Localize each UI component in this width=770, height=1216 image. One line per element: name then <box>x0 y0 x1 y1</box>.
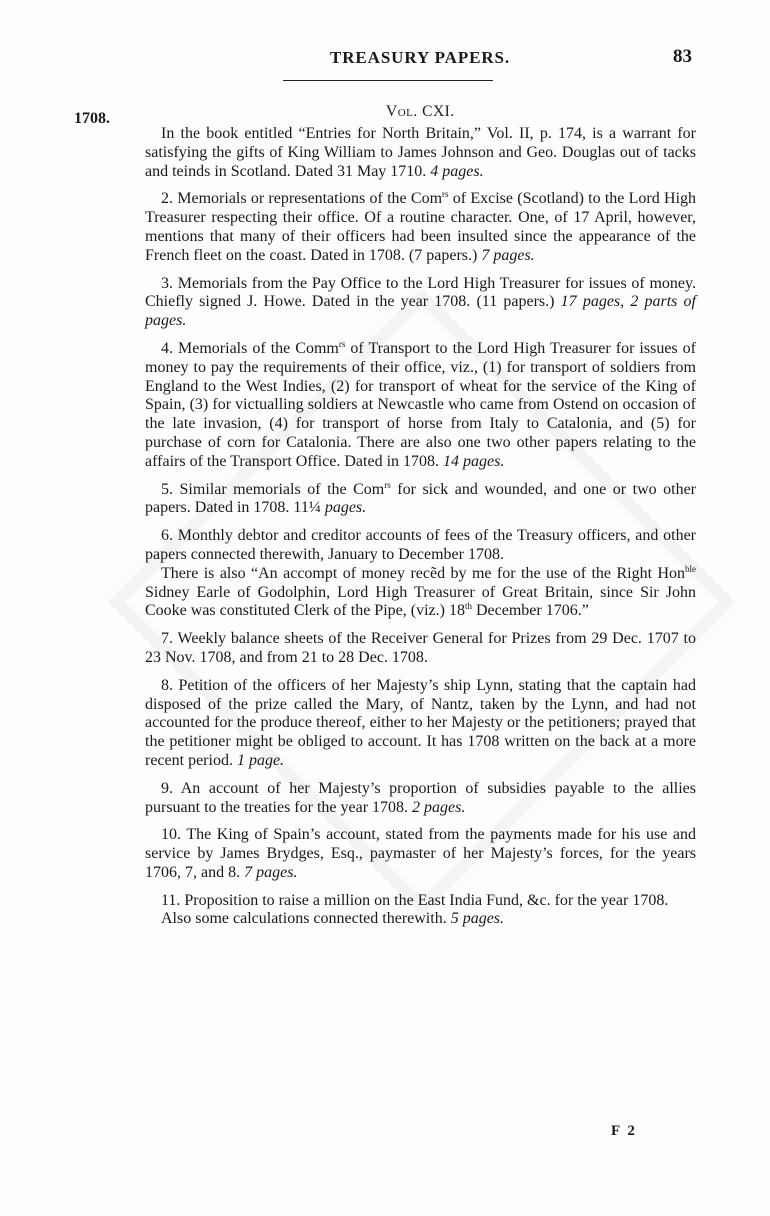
entry-number: 4. <box>161 339 173 357</box>
entry-paragraph: 6. Monthly debtor and creditor accounts of fees of the Treasury officers, and other papers connected therewith, January to December 1708. <box>145 527 696 563</box>
page-count: 7 pages. <box>481 246 535 264</box>
entry-number: 9. <box>161 779 173 797</box>
entry-number: 11. <box>161 891 181 909</box>
entry-number: 5. <box>161 480 173 498</box>
page-count: 1 page. <box>236 751 285 769</box>
entry-paragraph: 10. The King of Spain’s account, stated from the payments made for his use and service by James Brydges, Esq., paymaster of her Majesty’s forces, for the years 1706, 7, and 8. 7 pages. <box>145 826 697 881</box>
entry-paragraph: 5. Similar memorials of the Com$^{rs}$ for sick and wounded, and one or two other papers. Dated in 1708. 11¼ pages. <box>145 479 697 517</box>
running-title: TREASURY PAPERS. <box>330 48 511 67</box>
margin-year: 1708. <box>74 110 110 127</box>
entry-paragraph: 2. Memorials or representations of the Com$^{rs}$ of Excise (Scotland) to the Lord High Treasurer respecting their office. Of a routine character. One, of 17 April, however, mentions that many of their officers had been insulted since the appearance of the French fleet on the coast. Dated in 1708. (7 papers.) 7 pages. <box>145 189 697 264</box>
running-head <box>0 48 770 72</box>
signature-mark: F 2 <box>611 1123 637 1139</box>
page-count: 14 pages. <box>443 452 505 470</box>
entry-number: 3. <box>161 274 173 292</box>
entry-paragraph: There is also “An accompt of money recẽd by me for the use of the Right Hon$^{ble}$ Sidney Earle of Godolphin, Lord High Treasurer of Great Britain, since Sir John Cooke was constituted Clerk of the Pipe, (viz.) 18th December 1706.” <box>145 563 696 620</box>
entry-paragraph: 9. An account of her Majesty’s proportion of subsidies payable to the allies pursuant to the treaties for the year 1708. 2 pages. <box>145 779 696 816</box>
entry-paragraph: 4. Memorials of the Comm$^{rs}$ of Transport to the Lord High Treasurer for issues of money to pay the requirements of their office, viz., (1) for transport of soldiers from England to the West Indies, (2) for transport of wheat for the service of the King of Spain, (3) for victualling soldiers at Newcastle who came from Ostend on occasion of the late invasion, (4) for transport of horse from Italy to Catalonia, and (5) for purchase of corn for Catalonia. There are also one two other papers relating to the affairs of the Transport Office. Dated in 1708. 14 pages. <box>145 338 697 470</box>
entry-paragraph: Also some calculations connected therewith. 5 pages. <box>161 910 505 928</box>
page-count: 4 pages. <box>430 162 484 180</box>
entry-paragraph: 7. Weekly balance sheets of the Receiver General for Prizes from 29 Dec. 1707 to 23 Nov. 1708, and from 21 to 28 Dec. 1708. <box>145 630 696 666</box>
entry-paragraph: In the book entitled “Entries for North Britain,” Vol. II, p. 174, is a warrant for satisfying the gifts of King William to James Johnson and Geo. Douglas out of tacks and teinds in Scotland. Dated 31 May 1710. 4 pages. <box>145 125 696 180</box>
page-count: pages. <box>324 499 367 517</box>
page-number: 83 <box>673 46 692 67</box>
page-count: 2 pages. <box>412 798 466 816</box>
entry-paragraph: 11. Proposition to raise a million on the East India Fund, &c. for the year 1708. <box>161 891 669 909</box>
page-count: 7 pages. <box>244 863 298 881</box>
volume-heading: Vol. CXI. <box>386 103 455 120</box>
entry-number: 8. <box>161 676 173 694</box>
entries-body <box>145 125 696 938</box>
entry-number: 2. <box>161 190 173 208</box>
entry-paragraph: 8. Petition of the officers of her Majesty’s ship Lynn, stating that the captain had disposed of the prize called the Mary, of Nantz, taken by the Lynn, and had not accounted for the produce thereof, either to her Majesty or the petitioners; prayed that the petitioner might be obliged to account. It has 1708 written on the back at a more recent period. 1 page. <box>145 676 697 769</box>
header-rule <box>283 80 493 81</box>
page-count: 5 pages. <box>450 910 505 928</box>
entry-number: 6. <box>161 527 173 545</box>
entry-number: 7. <box>161 630 173 648</box>
page-count: 17 pages, 2 parts of pages. <box>145 293 696 330</box>
entry-paragraph: 3. Memorials from the Pay Office to the Lord High Treasurer for issues of money. Chiefly signed J. Howe. Dated in the year 1708. (11 papers.) 17 pages, 2 parts of pages. <box>145 274 696 330</box>
entry-number: 10. <box>161 826 181 844</box>
